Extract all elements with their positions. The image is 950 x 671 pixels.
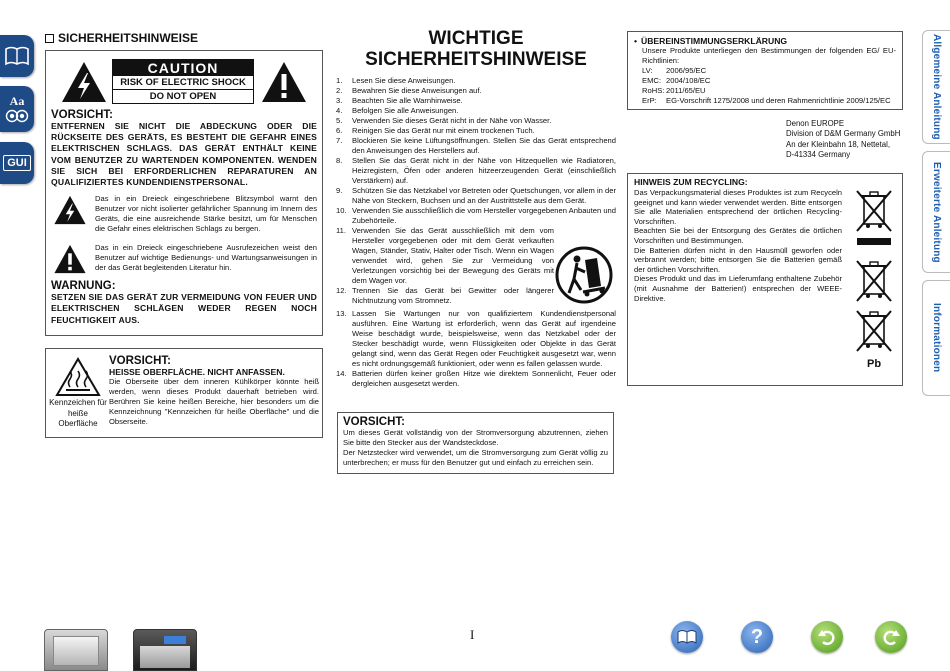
- open-book-icon: [4, 45, 30, 67]
- hot-surface-caption: Kennzeichen für heiße Oberfläche: [49, 398, 107, 428]
- conformity-intro: Unsere Produkte unterliegen den Bestimmungen der folgenden EG/ EU-Richtlinien:: [642, 46, 896, 65]
- exclamation-small-icon: [53, 243, 87, 275]
- list-item: [336, 156, 616, 186]
- exclamation-text: Das in ein Dreieck eingeschriebene Ausrufezeichen weist den Benutzer auf wichtige Bedienungs- und Wartungsanweisungen in der das Gerät begleitenden Literatur hin.: [95, 243, 317, 273]
- list-item-text: Verwenden Sie das Gerät ausschließlich mit dem vom Hersteller vorgegebenen oder mit dem Gerät verkauften Wagen, Ständer, Stativ, Halter oder Tisch. Wenn ein Wagen verwendet wird, gehen Sie zur Vermeidung von Verletzungen vorsichtig bei der Bewegung des Geräts mit dem Wagen vor.: [352, 226, 554, 285]
- redo-arrow-icon: [881, 627, 901, 647]
- lightning-explanation: [51, 194, 317, 234]
- list-item: [336, 136, 616, 156]
- list-item-number: 4.: [336, 106, 343, 115]
- list-item-number: 7.: [336, 136, 343, 145]
- hot-surface-heading: VORSICHT:: [109, 355, 171, 367]
- address-line2: Division of D&M Germany GmbH: [786, 129, 901, 139]
- tab-erweiterte-anleitung[interactable]: Erweiterte Anleitung: [922, 151, 950, 273]
- conformity-value: 2004/108/EC: [666, 76, 711, 85]
- book-icon: [677, 629, 697, 645]
- text-audio-tab[interactable]: [0, 86, 34, 132]
- crossed-bin-icon-3: [854, 308, 894, 354]
- list-item-text: Batterien dürfen keiner großen Hitze wie direktem Sonnenlicht, Feuer oder dergleichen ausgesetzt werden.: [352, 369, 616, 388]
- list-item: [336, 116, 616, 126]
- power-text-1: Um dieses Gerät vollständig von der Stromversorgung abzutrennen, ziehen Sie bitte den Stecker aus der Wandsteckdose.: [343, 428, 608, 447]
- important-instructions: [336, 28, 616, 389]
- exclamation-warning-icon: [260, 60, 308, 104]
- address-line3: An der Kleinbahn 18, Nettetal,: [786, 139, 891, 149]
- safety-warning-box: [45, 50, 323, 336]
- list-item: [336, 86, 616, 96]
- list-item-text: Trennen Sie das Gerät bei Gewitter oder längerer Nichtnutzung vom Stromnetz.: [352, 286, 554, 305]
- address-line1: Denon EUROPE: [786, 119, 845, 128]
- list-item-text: Lassen Sie Wartungen nur von qualifiziertem Kundendienstpersonal ausführen. Eine Wartung ist erforderlich, wenn das Gerät auf irgendeine Weise beschädigt wurde, beispielsweise, wenn das Netzkabel oder der Stecker beschädigt wurde, wenn Flüssigkeiten oder Objekte in das Gerät gelangt sind, wenn das Gerät Regen oder Feuchtigkeit ausgesetzt war, wenn es nicht ordnungsgemäß funktioniert, oder wenn es fallen gelassen wurde.: [352, 309, 616, 368]
- list-item-number: 10.: [336, 206, 347, 215]
- caution-line1: RISK OF ELECTRIC SHOCK: [113, 76, 253, 90]
- power-heading: VORSICHT:: [343, 416, 405, 428]
- page-number: I: [470, 627, 475, 642]
- gui-label: GUI: [3, 155, 31, 171]
- manual-book-tab[interactable]: [0, 35, 34, 77]
- instructions-list: [336, 76, 616, 389]
- list-item-number: 13.: [336, 309, 347, 318]
- page-title-line2: SICHERHEITSHINWEISE: [365, 49, 587, 70]
- recycling-p3: Die Batterien dürfen nicht in den Hausmüll geworfen oder verbrannt werden; bitte entsorgen Sie die Batterien gemäß der örtlichen Vorschriften.: [634, 245, 842, 274]
- list-item-number: 14.: [336, 369, 347, 378]
- contents-button[interactable]: [671, 621, 703, 653]
- recycling-p2: Beachten Sie bei der Entsorgung des Gerätes die örtlichen Vorschriften und Bestimmungen.: [634, 226, 842, 245]
- section-title: SICHERHEITSHINWEISE: [45, 31, 198, 45]
- vorsicht-text: ENTFERNEN SIE NICHT DIE ABDECKUNG ODER DIE RÜCKSEITE DES GERÄTS, ES BESTEHT DIE GEFAHR EINES ELEKTRISCHEN SCHLAGS. DAS GERÄT ENTHÄLT KEINE VOM BENUTZER ZU WARTENDEN KOMPONENTEN. WENDEN SIE SICH BEI ERFORDERLICHEN REPARATUREN AN QUALIFIZIERTES KUNDENDIENSTPERSONAL.: [51, 121, 317, 188]
- conformity-value: 2006/95/EC: [666, 66, 707, 75]
- page-title-line1: WICHTIGE: [428, 28, 524, 49]
- device-thumb-front: [140, 646, 190, 668]
- list-item: [336, 369, 616, 389]
- pb-label: Pb: [867, 358, 882, 370]
- caution-row: [60, 59, 308, 105]
- device-thumb-panel: [53, 636, 99, 666]
- bullet: •: [634, 36, 638, 46]
- list-item-text: Schützen Sie das Netzkabel vor Betreten oder Quetschungen, vor allem in der Nähe von Steckern, Buchsen und an der Austrittstelle aus dem Gerät.: [352, 186, 616, 205]
- conformity-title: ÜBEREINSTIMMUNGSERKLÄRUNG: [641, 36, 788, 46]
- list-item-number: 2.: [336, 86, 343, 95]
- hot-surface-subheading: HEISSE OBERFLÄCHE. NICHT ANFASSEN.: [109, 367, 285, 377]
- list-item-number: 3.: [336, 96, 343, 105]
- list-item: [336, 96, 616, 106]
- warnung-text: SETZEN SIE DAS GERÄT ZUR VERMEIDUNG VON FEUER UND ELEKTRISCHEN SCHLÄGEN WEDER REGEN NOCH FEUCHTIGKEIT AUS.: [51, 292, 317, 325]
- list-item-text: Verwenden Sie dieses Gerät nicht in der Nähe von Wasser.: [352, 116, 552, 125]
- checkbox-square-icon: [45, 34, 54, 43]
- list-item: [336, 186, 616, 206]
- warnung-heading: WARNUNG:: [51, 280, 116, 293]
- conformity-key: ErP:: [642, 96, 657, 105]
- hot-surface-box: [45, 348, 323, 438]
- list-item-number: 12.: [336, 286, 347, 295]
- list-item-text: Blockieren Sie keine Lüftungsöffnungen. Stellen Sie das Gerät entsprechend den Anweisungen des Herstellers auf.: [352, 136, 616, 155]
- list-item: [336, 206, 616, 226]
- list-item-text: Befolgen Sie alle Anweisungen.: [352, 106, 459, 115]
- list-item: [336, 76, 616, 86]
- list-item-text: Lesen Sie diese Anweisungen.: [352, 76, 456, 85]
- address-line4: D-41334 Germany: [786, 150, 851, 160]
- list-item-number: 9.: [336, 186, 343, 195]
- conformity-box: [627, 31, 903, 110]
- lightning-text: Das in ein Dreieck eingeschriebene Blitzsymbol warnt den Benutzer vor nicht isolierter gefährlicher Spannung im Innern des Geräts, die eine ausreichende Stärke besitzt, um für Menschen die Gefahr eines elektrischen Schlags zu bergen.: [95, 194, 317, 234]
- recycling-title: HINWEIS ZUM RECYCLING:: [634, 177, 748, 187]
- gui-tab[interactable]: [0, 142, 34, 184]
- caution-label: [112, 59, 254, 104]
- power-text-2: Der Netzstecker wird verwendet, um die Stromversorgung zum Gerät völlig zu unterbrechen; er muss für den Benutzer gut und einfach zu erreichen sein.: [343, 448, 608, 467]
- conformity-value: 2011/65/EU: [666, 86, 706, 95]
- list-item-number: 1.: [336, 76, 343, 85]
- caution-line2: DO NOT OPEN: [149, 91, 217, 102]
- conformity-row: [642, 96, 896, 106]
- lightning-small-icon: [53, 194, 87, 226]
- list-item-text: Verwenden Sie ausschließlich die vom Hersteller vorgegebenen Anbauten und Zubehörteile.: [352, 206, 616, 225]
- address-block: [786, 119, 900, 161]
- tab-informationen[interactable]: Informationen: [922, 280, 950, 396]
- list-item-number: 6.: [336, 126, 343, 135]
- list-item-number: 8.: [336, 156, 343, 165]
- list-item: [336, 106, 616, 116]
- cart-warning-icon: [555, 246, 613, 304]
- crossed-bin-icon: [854, 188, 894, 234]
- conformity-key: LV:: [642, 66, 653, 75]
- crossed-bin-icon-2: [854, 258, 894, 304]
- exclamation-explanation: [51, 243, 317, 275]
- help-button[interactable]: [741, 621, 773, 653]
- device-thumb-display: [164, 636, 186, 644]
- list-item-text: Reinigen Sie das Gerät nur mit einem trockenen Tuch.: [352, 126, 535, 135]
- tab-allgemeine-anleitung[interactable]: Allgemeine Anleitung: [922, 30, 950, 144]
- device-thumbnail-1[interactable]: [44, 629, 108, 671]
- list-item-text: Bewahren Sie diese Anweisungen auf.: [352, 86, 482, 95]
- conformity-value: EG-Vorschrift 1275/2008 und deren Rahmenrichtlinie 2009/125/EC: [666, 96, 891, 105]
- power-disconnect-box: [337, 412, 614, 474]
- conformity-row: [642, 66, 896, 76]
- text-size-label: Aa: [9, 93, 25, 108]
- list-item-text: Beachten Sie alle Warnhinweise.: [352, 96, 463, 105]
- caution-header: CAUTION: [113, 60, 253, 76]
- recycling-p4: Dieses Produkt und das im Lieferumfang enthaltene Zubehör (mit Ausnahme der Batterien!) entsprechen der WEEE-Direktive.: [634, 274, 842, 303]
- hot-surface-icon: [55, 357, 101, 397]
- vorsicht-heading: VORSICHT:: [51, 109, 113, 121]
- conformity-key: EMC:: [642, 76, 661, 85]
- recycling-p1: Das Verpackungsmaterial dieses Produktes ist zum Recyceln geeignet und kann wieder verwendet werden. Bitte entsorgen Sie alle Materialien entsprechend der örtlichen Recycling-Vorschriften.: [634, 188, 842, 226]
- lightning-warning-icon: [60, 60, 108, 104]
- speaker-icon: [5, 108, 29, 124]
- list-item: [336, 126, 616, 136]
- back-button[interactable]: [811, 621, 843, 653]
- conformity-rows: [634, 66, 896, 106]
- hot-surface-text: Die Oberseite über dem inneren Kühlkörper könnte heiß werden, wenn dieses Produkt dauerhaft betrieben wird. Berühren Sie keine heißen Bereiche, hier besonders um die Kennzeichnung "Kennzeichen für heiße Oberfläche" und die Obserseite.: [109, 377, 319, 426]
- undo-arrow-icon: [817, 627, 837, 647]
- conformity-row: [642, 86, 896, 96]
- conformity-key: RoHS:: [642, 86, 665, 95]
- list-item-number: 11.: [336, 226, 346, 235]
- device-thumbnail-2[interactable]: [133, 629, 197, 671]
- conformity-row: [642, 76, 896, 86]
- list-item-number: 5.: [336, 116, 343, 125]
- list-item-text: Stellen Sie das Gerät nicht in der Nähe von Hitzequellen wie Radiatoren, Heizregistern, Öfen oder anderen hitzeerzeugenden Gerät (einschließlich Verstärkern) auf.: [352, 156, 616, 185]
- question-mark-icon: ?: [750, 625, 764, 648]
- black-bar: [857, 238, 891, 245]
- recycling-box: [627, 173, 903, 386]
- list-item: [336, 309, 616, 369]
- forward-button[interactable]: [875, 621, 907, 653]
